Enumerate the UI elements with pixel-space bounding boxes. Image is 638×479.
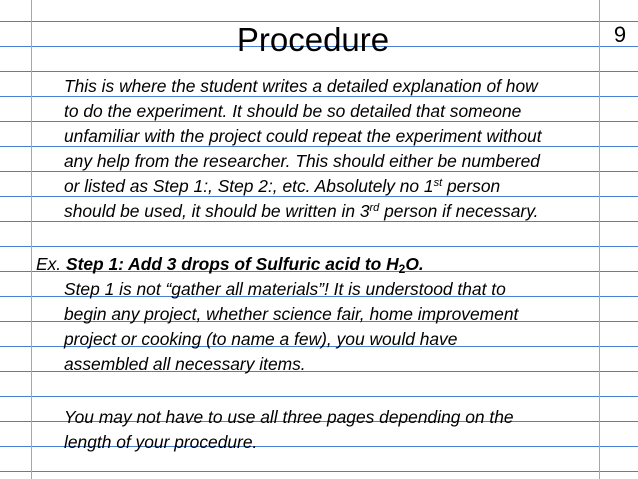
intro-line [64, 174, 542, 199]
example-step-suffix: O. [405, 254, 424, 274]
intro-line-text: should be used, it should be written in 3 [64, 201, 370, 221]
explanation-line: project or cooking (to name a few), you would have [64, 329, 458, 349]
explanation-line: begin any project, whether science fair, home improvement [64, 304, 519, 324]
page-title: Procedure [236, 21, 390, 58]
closing-paragraph [64, 405, 514, 455]
intro-line: any help from the researcher. This should either be numbered [64, 151, 540, 171]
superscript-rd: rd [369, 202, 380, 214]
right-margin-line [599, 0, 600, 479]
explanation-line: assembled all necessary items. [64, 354, 306, 374]
example-prefix: Ex. [36, 254, 66, 274]
intro-line-text: person [442, 176, 501, 196]
intro-line [64, 199, 542, 224]
closing-line: length of your procedure. [64, 432, 258, 452]
intro-line: This is where the student writes a detailed explanation of how [64, 76, 538, 96]
intro-line-text: person if necessary. [379, 201, 539, 221]
explanation-paragraph [64, 277, 518, 377]
superscript-st: st [433, 177, 443, 189]
closing-line: You may not have to use all three pages depending on the [64, 407, 514, 427]
left-margin-line [31, 0, 32, 479]
intro-line: to do the experiment. It should be so detailed that someone [64, 101, 522, 121]
example-step [36, 252, 424, 277]
subscript-2: 2 [398, 262, 406, 276]
example-step-text: Step 1: Add 3 drops of Sulfuric acid to H [65, 254, 399, 274]
intro-line-text: or listed as Step 1:, Step 2:, etc. Absolutely no 1 [64, 176, 434, 196]
intro-paragraph [64, 74, 542, 224]
intro-line: unfamiliar with the project could repeat the experiment without [64, 126, 542, 146]
explanation-line: Step 1 is not “gather all materials”! It is understood that to [64, 279, 506, 299]
page-number: 9 [613, 22, 627, 47]
